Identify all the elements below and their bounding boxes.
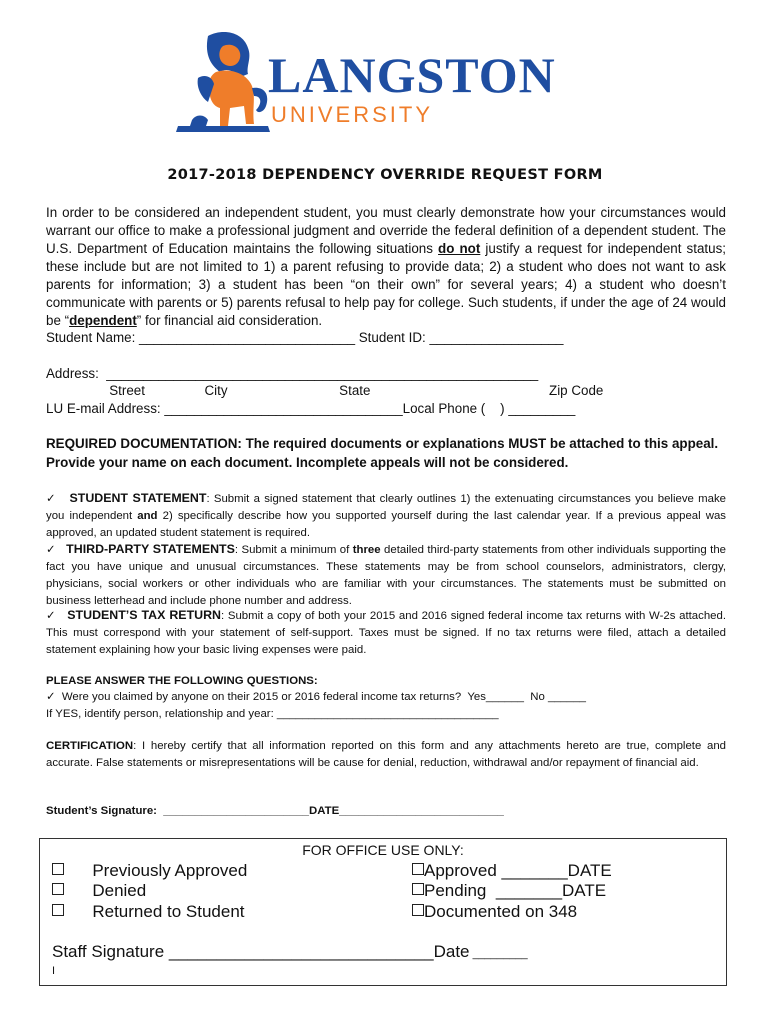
staff-signature-line[interactable] bbox=[52, 942, 528, 962]
student-signature-line[interactable] bbox=[46, 803, 726, 820]
signature-label: Student’s Signature: bbox=[46, 805, 157, 817]
checkmark-icon: ✓ bbox=[46, 610, 57, 622]
office-right-label: Pending _______DATE bbox=[424, 881, 607, 900]
pending-checkbox[interactable] bbox=[412, 881, 606, 901]
email-phone-field[interactable]: LU E-mail Address: ________________________________Local Phone ( ) _________ bbox=[46, 401, 576, 416]
item-text: : Submit a copy of both your 2015 and 2016 signed federal income tax returns with W-2s attached. This must correspond with your statement of self-support. Taxes must be signed. If no tax returns were filed, attach a detailed statement explaining how your basic living expenses were paid. bbox=[46, 610, 727, 656]
question-2[interactable]: If YES, identify person, relationship and year: ___________________________________ bbox=[46, 708, 499, 720]
intro-paragraph bbox=[46, 204, 726, 330]
documented-checkbox[interactable] bbox=[412, 902, 577, 922]
office-left-label: Previously Approved bbox=[92, 861, 248, 880]
approved-checkbox[interactable] bbox=[412, 861, 612, 881]
item-text: : Submit a minimum of bbox=[234, 544, 353, 556]
office-heading bbox=[40, 842, 726, 858]
item-student-statement bbox=[46, 490, 726, 542]
checkbox-icon bbox=[52, 883, 64, 895]
questions-heading: PLEASE ANSWER THE FOLLOWING QUESTIONS: bbox=[46, 675, 318, 687]
required-documentation: REQUIRED DOCUMENTATION: The required documents or explanations MUST be attached to this appeal. Provide your name on each document. Incomplete appeals will not be considered. bbox=[46, 436, 719, 470]
certification bbox=[46, 738, 726, 772]
lion-mascot-icon bbox=[168, 28, 278, 138]
denied-checkbox[interactable] bbox=[52, 881, 146, 901]
item-text: : Submit a signed statement that clearly outlines 1) the extenuating circumstances you believe make you independent bbox=[46, 493, 726, 522]
item-heading: STUDENT STATEMENT bbox=[69, 491, 207, 505]
item-tax-return bbox=[46, 607, 726, 659]
checkmark-icon: ✓ bbox=[46, 544, 56, 556]
checkbox-icon bbox=[412, 863, 424, 875]
office-left-label: Returned to Student bbox=[92, 902, 245, 921]
previously-approved-checkbox[interactable] bbox=[52, 861, 247, 881]
intro-text-1: In order to be considered an independent student, you must clearly demonstrate how your circumstances would warrant our office to make a professional judgment and override the federal definition of a dependent student. The U.S. Department of Education maintains the following situations bbox=[46, 205, 726, 256]
checkbox-icon bbox=[412, 904, 424, 916]
staff-date-line: _________ bbox=[469, 948, 528, 960]
student-name-id-field[interactable]: Student Name: _____________________________ Student ID: __________________ bbox=[46, 330, 564, 345]
item-bold: three bbox=[352, 544, 381, 556]
item-text: detailed third-party statements from other individuals supporting the fact you have unique and unusual circumstances. These statements may be from school counselors, administrators, clergy, physicians, social workers or other individuals who are familiar with your circumstances. The statements must be submitted on business letterhead and include phone number and address. bbox=[46, 544, 727, 607]
returned-to-student-checkbox[interactable] bbox=[52, 902, 245, 922]
university-logo bbox=[168, 28, 608, 140]
office-heading-colon: : bbox=[459, 842, 464, 858]
signature-line: _______________________DATE__________________________ bbox=[156, 805, 504, 817]
office-use-box bbox=[39, 838, 727, 986]
certification-text: : I hereby certify that all information reported on this form and any attachments hereto are true, complete and accurate. False statements or misrepresentations will be cause for denial, reduction, withdrawal and/or repayment of financial aid. bbox=[46, 740, 726, 769]
item-heading: STUDENT’S TAX RETURN bbox=[67, 608, 221, 622]
office-left-label: Denied bbox=[92, 881, 147, 900]
checkmark-icon: ✓ bbox=[46, 493, 57, 505]
checkbox-icon bbox=[52, 904, 64, 916]
intro-text-2: justify a request for independent status; these include but are not limited to 1) a parent refusing to provide data; 2) a student who does not want to ask parents for information; 3) a student has been “on their own” for several years; 4) a student who doesn’t communicate with parents or 5) parents refusal to help pay for college. Such students, if under the age of 24 would be “ bbox=[46, 241, 726, 328]
office-mark: I bbox=[52, 965, 56, 977]
item-heading: THIRD-PARTY STATEMENTS bbox=[66, 542, 235, 556]
office-right-label: Approved _______DATE bbox=[424, 861, 612, 880]
logo-name-line2: UNIVERSITY bbox=[271, 102, 434, 127]
certification-heading: CERTIFICATION bbox=[46, 740, 134, 752]
form-title: 2017-2018 DEPENDENCY OVERRIDE REQUEST FORM bbox=[167, 167, 603, 183]
office-right-label: Documented on 348 bbox=[424, 902, 578, 921]
address-field[interactable]: Address: __________________________________________________________ bbox=[46, 366, 539, 381]
logo-name-line1: LANGSTON bbox=[268, 47, 556, 103]
item-third-party-statements bbox=[46, 541, 726, 610]
intro-do-not: do not bbox=[438, 241, 481, 256]
item-bold: and bbox=[137, 510, 158, 522]
question-1[interactable] bbox=[46, 689, 726, 706]
question-1-text: Were you claimed by anyone on their 2015 or 2016 federal income tax returns? Yes______ No ______ bbox=[55, 691, 586, 703]
checkmark-icon: ✓ bbox=[46, 691, 56, 703]
checkbox-icon bbox=[52, 863, 64, 875]
office-heading-text: FOR OFFICE USE ONLY bbox=[302, 842, 460, 858]
checkbox-icon bbox=[412, 883, 424, 895]
intro-text-3: ” for financial aid consideration. bbox=[136, 313, 323, 328]
staff-signature-label: Staff Signature ____________________________Date bbox=[52, 942, 470, 961]
intro-dependent: dependent bbox=[69, 313, 137, 328]
item-text: 2) specifically describe how you supported yourself during the last calendar year. If a previous appeal was approved, an updated student statement is required. bbox=[46, 510, 726, 539]
address-sub-labels: Street City State Zip Code bbox=[46, 383, 604, 398]
